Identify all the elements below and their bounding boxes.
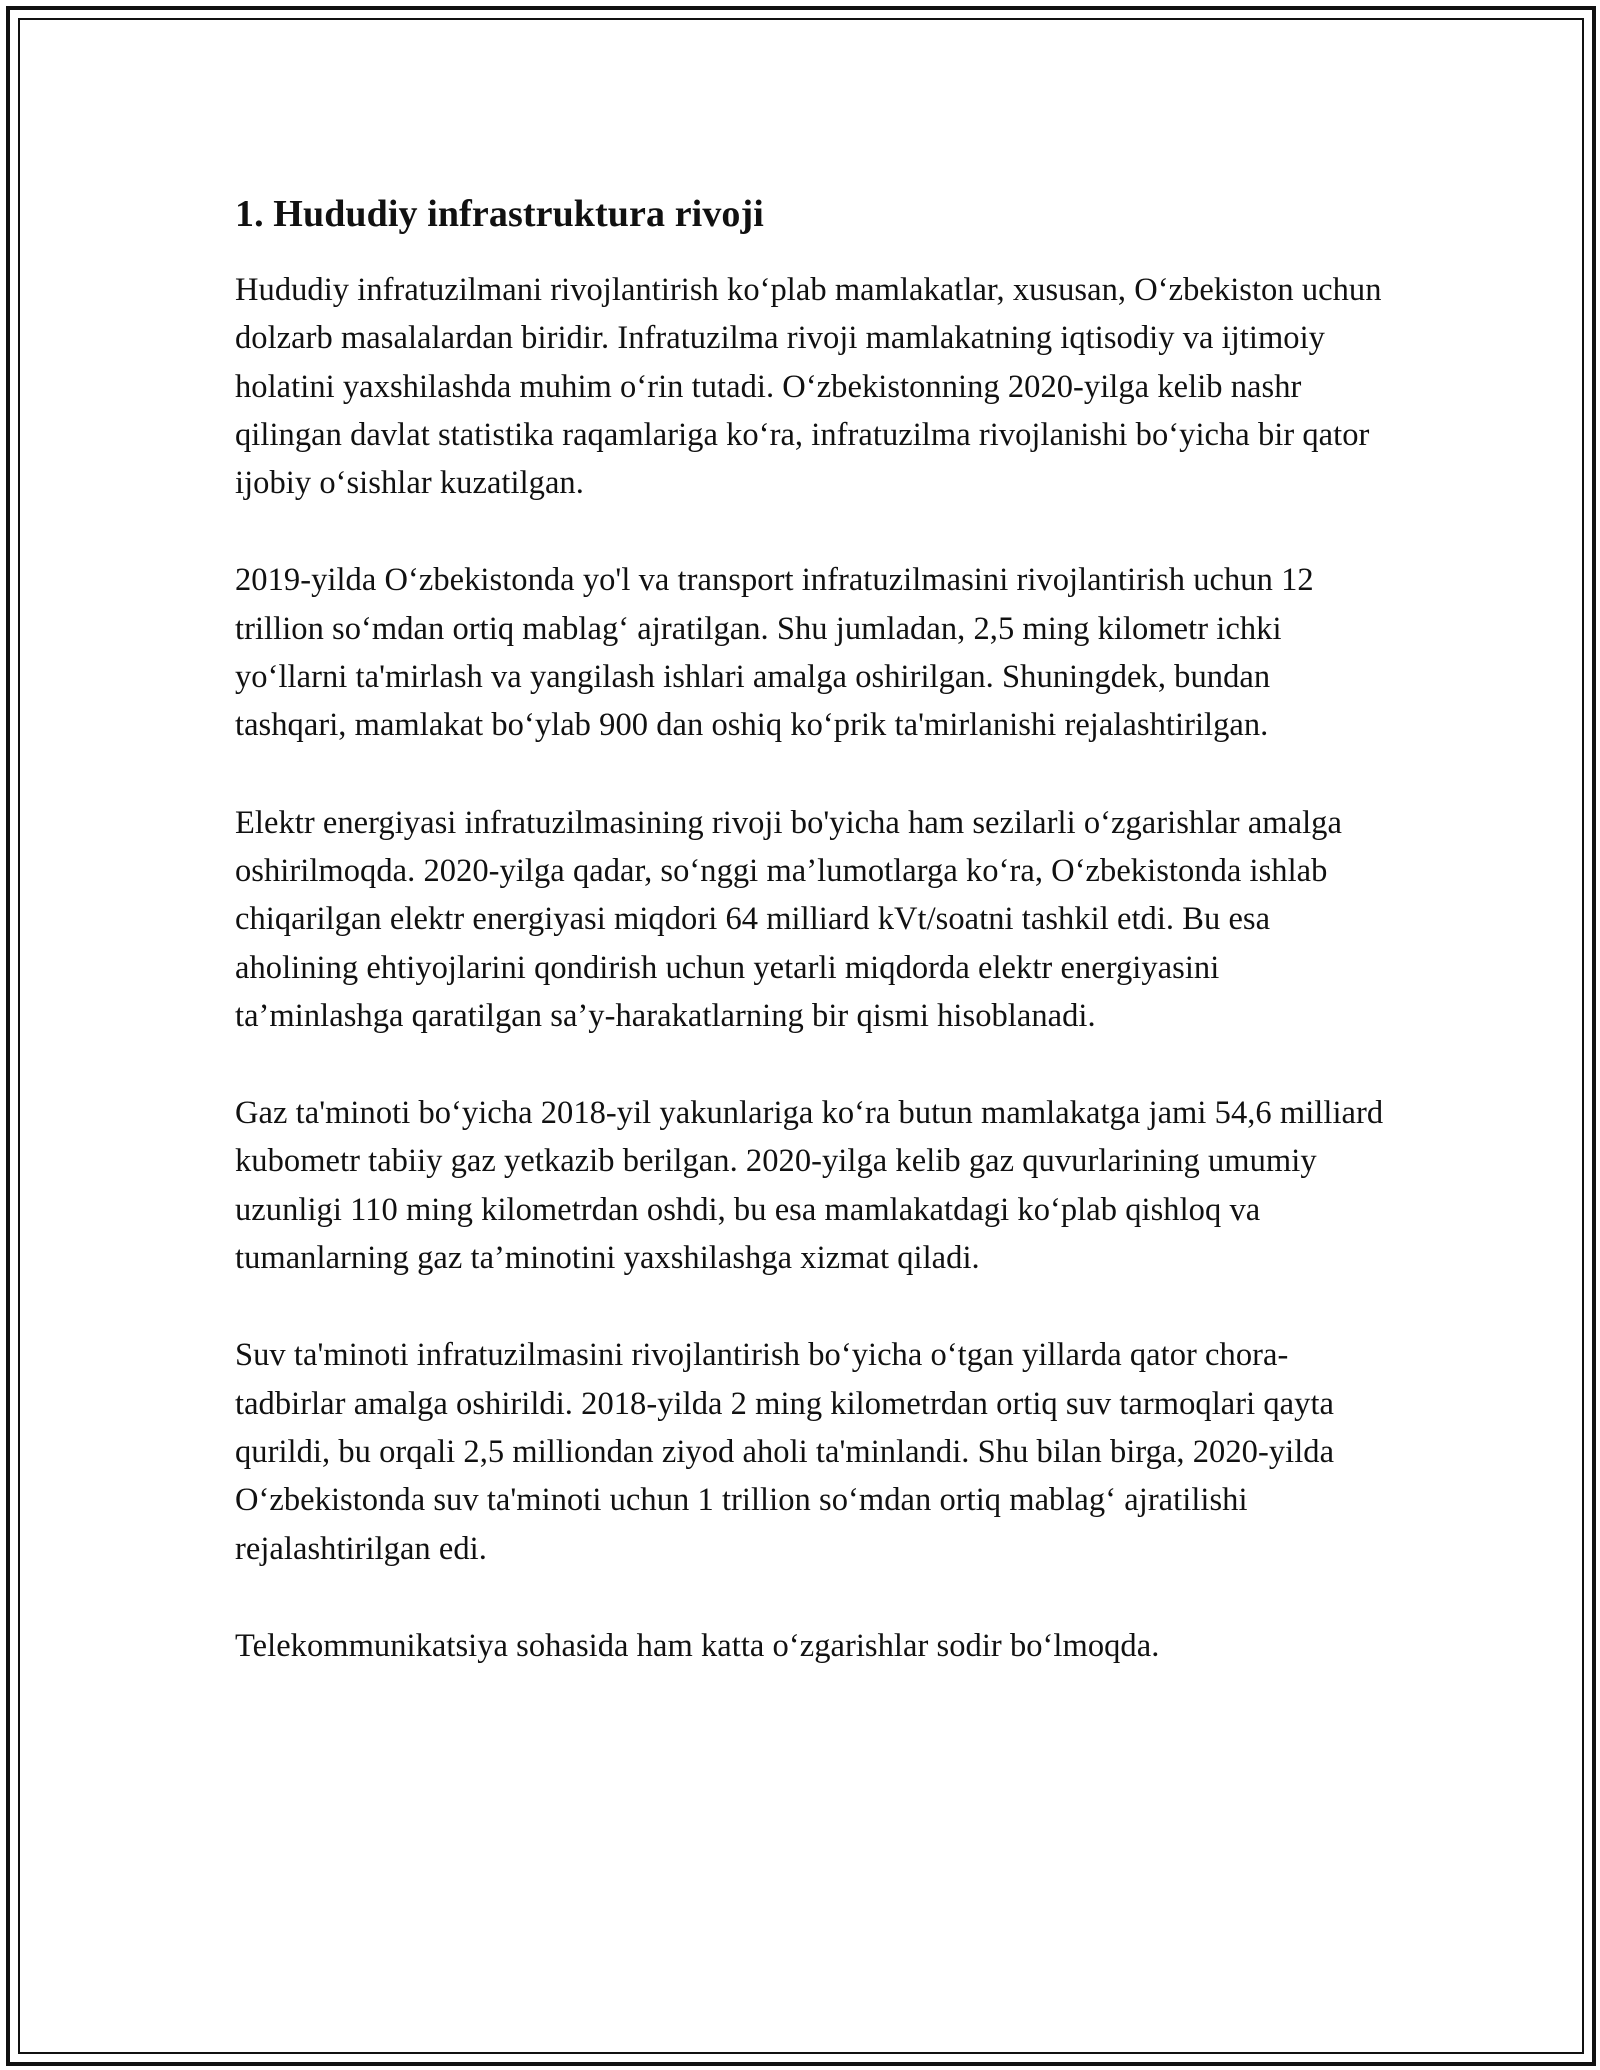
document-body bbox=[235, 188, 1385, 1719]
paragraph-gas: Gaz ta'minoti bo‘yicha 2018-yil yakunlariga ko‘ra butun mamlakatga jami 54,6 milliard kubometr tabiiy gaz yetkazib berilgan. 2020-yilga kelib gaz quvurlarining umumiy uzunligi 110 ming kilometrdan oshdi, bu esa mamlakatdagi ko‘plab qishloq va tumanlarning gaz ta’minotini yaxshilashga xizmat qiladi. bbox=[235, 1095, 1384, 1277]
section-title: 1. Hududiy infrastruktura rivoji bbox=[235, 193, 764, 235]
paragraph-roads: 2019-yilda O‘zbekistonda yo'l va transport infratuzilmasini rivojlantirish uchun 12 trillion so‘mdan ortiq mablag‘ ajratilgan. Shu jumladan, 2,5 ming kilometr ichki yo‘llarni ta'mirlash va yangilash ishlari amalga oshirilgan. Shuningdek, bundan tashqari, mamlakat bo‘ylab 900 dan oshiq ko‘prik ta'mirlanishi rejalashtirilgan. bbox=[235, 562, 1314, 744]
paragraph-electricity: Elektr energiyasi infratuzilmasining rivoji bo'yicha ham sezilarli o‘zgarishlar amalga oshirilmoqda. 2020-yilga qadar, so‘nggi ma’lumotlarga ko‘ra, O‘zbekistonda ishlab chiqarilgan elektr energiyasi miqdori 64 milliard kVt/soatni tashkil etdi. Bu esa aholining ehtiyojlarini qondirish uchun yetarli miqdorda elektr energiyasini ta’minlashga qaratilgan sa’y-harakatlarning bir qismi hisoblanadi. bbox=[235, 804, 1342, 1034]
paragraph-telecom: Telekommunikatsiya sohasida ham katta o‘zgarishlar sodir bo‘lmoqda. bbox=[235, 1627, 1160, 1664]
paragraph-intro: Hududiy infratuzilmani rivojlantirish ko‘plab mamlakatlar, xususan, O‘zbekiston uchun dolzarb masalalardan biridir. Infratuzilma rivoji mamlakatning iqtisodiy va ijtimoiy holatini yaxshilashda muhim o‘rin tutadi. O‘zbekistonning 2020-yilga kelib nashr qilingan davlat statistika raqamlariga ko‘ra, infratuzilma rivojlanishi bo‘yicha bir qator ijobiy o‘sishlar kuzatilgan. bbox=[235, 272, 1382, 502]
paragraph-water: Suv ta'minoti infratuzilmasini rivojlantirish bo‘yicha o‘tgan yillarda qator chora-tadbirlar amalga oshirildi. 2018-yilda 2 ming kilometrdan ortiq suv tarmoqlari qayta qurildi, bu orqali 2,5 milliondan ziyod aholi ta'minlandi. Shu bilan birga, 2020-yilda O‘zbekistonda suv ta'minoti uchun 1 trillion so‘mdan ortiq mablag‘ ajratilishi rejalashtirilgan edi. bbox=[235, 1337, 1335, 1567]
